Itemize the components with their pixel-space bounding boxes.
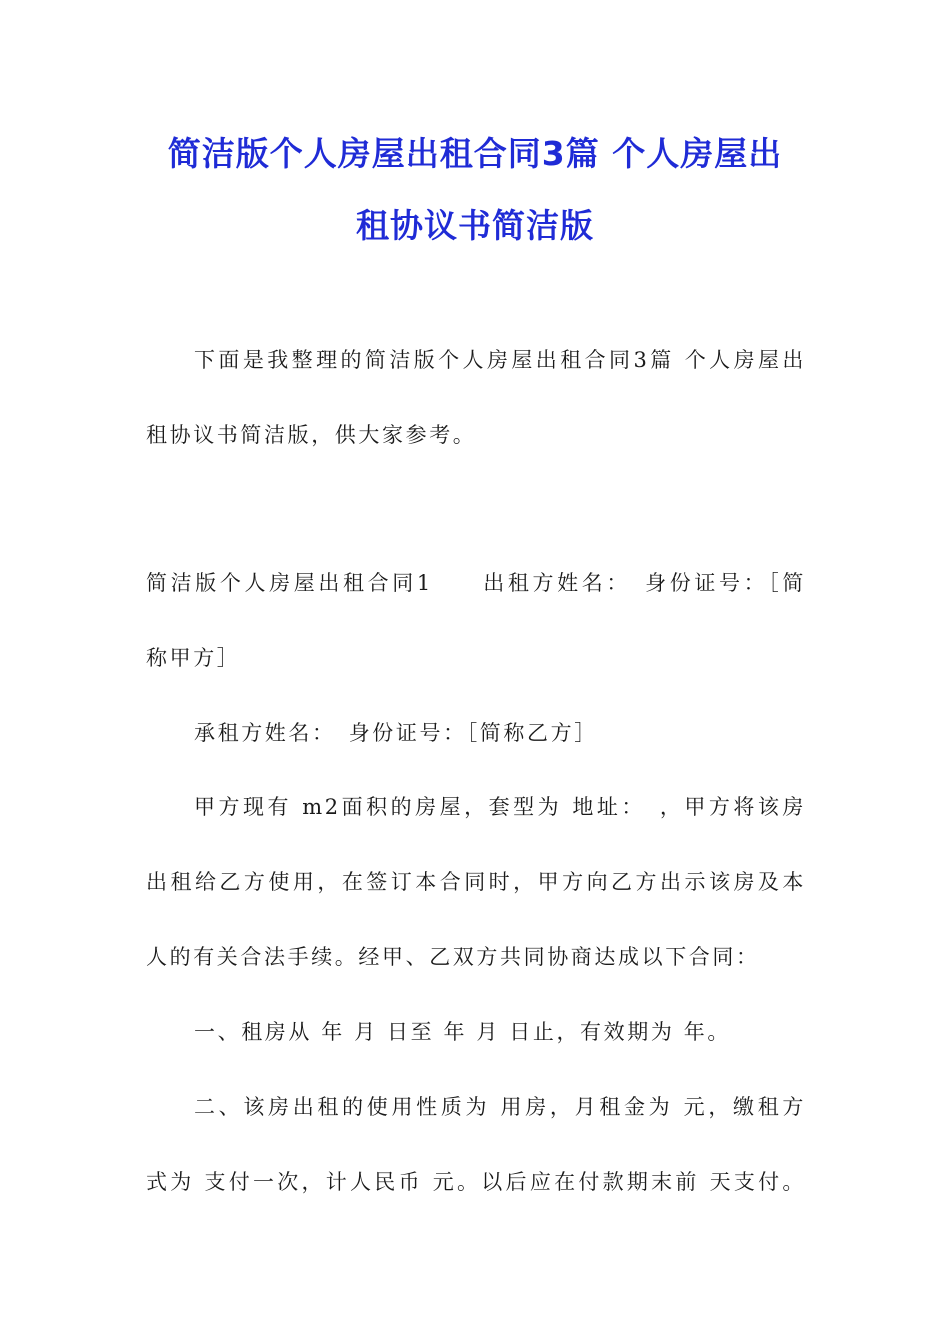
- paragraph-1-line-2: 出租给乙方使用，在签订本合同时，甲方向乙方出示该房及本: [146, 870, 806, 894]
- contract1-heading-line-1: 简洁版个人房屋出租合同1 出租方姓名： 身份证号：［简: [146, 571, 806, 595]
- paragraph-1-line-3: 人的有关合法手续。经甲、乙双方共同协商达成以下合同：: [146, 945, 760, 969]
- clause-2-line-1: 二、该房出租的使用性质为 用房，月租金为 元，缴租方: [194, 1095, 806, 1119]
- paragraph-1-line-1: 甲方现有 m2面积的房屋，套型为 地址： ，甲方将该房: [194, 795, 806, 819]
- intro-line-2: 租协议书简洁版，供大家参考。: [146, 423, 477, 447]
- document-title-line-1: 简洁版个人房屋出租合同3篇 个人房屋出: [167, 134, 783, 173]
- clause-2-line-2: 式为 支付一次，计人民币 元。以后应在付款期末前 天支付。: [146, 1170, 806, 1194]
- clause-1: 一、租房从 年 月 日至 年 月 日止，有效期为 年。: [194, 1020, 731, 1044]
- intro-line-1: 下面是我整理的简洁版个人房屋出租合同3篇 个人房屋出: [194, 348, 806, 372]
- tenant-info-line: 承租方姓名： 身份证号：［简称乙方］: [194, 721, 598, 745]
- contract1-heading-line-2: 称甲方］: [146, 646, 241, 670]
- document-title-line-2: 租协议书简洁版: [356, 206, 594, 245]
